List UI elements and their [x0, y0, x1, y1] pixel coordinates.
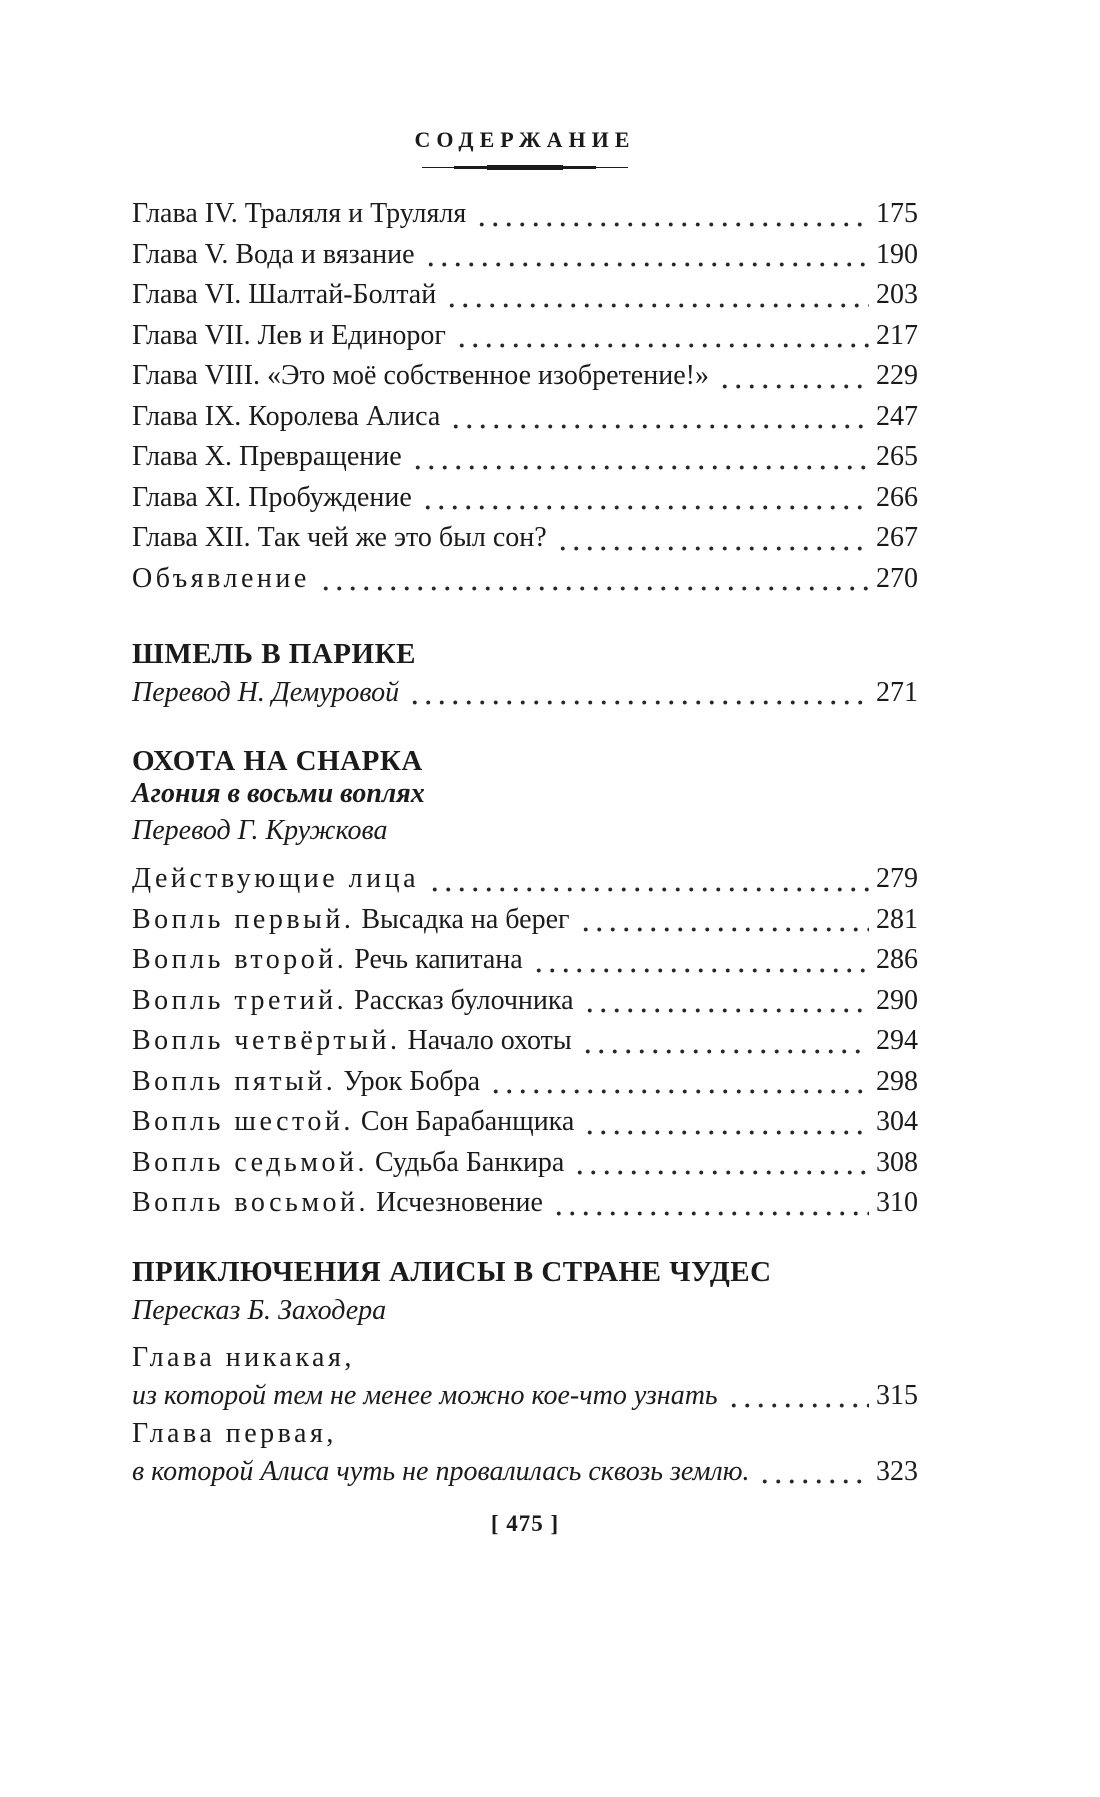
toc-entry-label: Глава X. Превращение — [132, 441, 402, 472]
dot-leader — [583, 1102, 869, 1143]
toc-entry — [132, 316, 918, 357]
toc-section-looking-glass — [132, 194, 918, 599]
dot-leader — [428, 859, 869, 900]
toc-entry — [132, 981, 918, 1022]
page-number: 315 — [876, 1379, 918, 1411]
dot-leader — [552, 1183, 869, 1224]
page-number: 323 — [876, 1455, 918, 1487]
page-number: 229 — [876, 360, 918, 391]
page-number: 310 — [876, 1187, 918, 1218]
dot-leader — [319, 559, 869, 600]
toc-entry-label: Глава VII. Лев и Единорог — [132, 319, 446, 351]
toc-entry — [132, 1453, 918, 1491]
toc-entry-label-rest: Судьба Банкира — [367, 1146, 565, 1178]
dot-leader — [532, 940, 869, 981]
dot-leader — [424, 235, 869, 276]
toc-entry-label: Вопль шестой. — [132, 1106, 354, 1137]
toc-entry — [132, 275, 918, 316]
book-contents-page — [0, 128, 1100, 1537]
toc-entry-label: Вопль восьмой. — [132, 1187, 370, 1218]
translator-byline: Перевод Г. Кружкова — [132, 815, 388, 846]
toc-entry — [132, 673, 918, 713]
page-number: 270 — [876, 562, 918, 594]
dot-leader — [583, 981, 869, 1022]
toc-entry-label-rest: Сон Барабанщика — [353, 1106, 575, 1137]
dot-leader — [445, 275, 869, 316]
ornament-divider — [132, 164, 918, 171]
toc-entry-label: Вопль второй. — [132, 944, 348, 975]
page-number: 247 — [876, 400, 918, 432]
toc-entry — [132, 356, 918, 397]
toc-entry — [132, 859, 918, 900]
toc-entry — [132, 559, 918, 600]
page-number: 203 — [876, 279, 918, 310]
toc-entry — [132, 940, 918, 981]
toc-entry-label: Глава IV. Траляля и Труляля — [132, 198, 467, 229]
toc-entry-label-rest: Урок Бобра — [336, 1065, 481, 1097]
page-title: СОДЕРЖАНИЕ — [414, 127, 636, 152]
toc-entry — [132, 478, 918, 519]
toc-entry-label: Глава V. Вода и вязание — [132, 238, 415, 270]
toc-entry-label-rest: Начало охоты — [400, 1025, 572, 1056]
toc-section-snark — [132, 859, 918, 1224]
toc-entry-line1: Глава первая, — [132, 1417, 337, 1449]
translator-byline: Перевод Н. Демуровой — [132, 677, 400, 708]
toc-entry-label: Глава XI. Пробуждение — [132, 481, 412, 513]
toc-entry-label: Вопль седьмой. — [132, 1146, 368, 1178]
section-title-wonderland: ПРИКЛЮЧЕНИЯ АЛИСЫ В СТРАНЕ ЧУДЕС — [132, 1255, 772, 1288]
toc-entry — [132, 900, 918, 941]
toc-entry — [132, 397, 918, 438]
page-number: 308 — [876, 1146, 918, 1178]
toc-entry-label: Вопль первый. — [132, 903, 355, 935]
toc-entry-label: Вопль пятый. — [132, 1065, 337, 1097]
toc-entry-label: Глава VI. Шалтай-Болтай — [132, 279, 437, 310]
dot-leader — [718, 356, 869, 397]
page-number: 294 — [876, 1025, 918, 1056]
toc-entry-label-rest: Исчезновение — [369, 1187, 543, 1218]
page-number: 304 — [876, 1106, 918, 1137]
dot-leader — [579, 900, 869, 941]
section-subtitle: Агония в восьми воплях — [132, 778, 425, 809]
page-number: 267 — [876, 522, 918, 553]
page-number: 190 — [876, 238, 918, 270]
toc-entry — [132, 1183, 918, 1224]
dot-leader — [489, 1062, 869, 1103]
toc-entry-label: Глава VIII. «Это моё собственное изобретение!» — [132, 360, 709, 391]
toc-entry-line2: в которой Алиса чуть не провалилась сквозь землю. — [132, 1455, 750, 1487]
page-number: 217 — [876, 319, 918, 351]
page-number: 290 — [876, 984, 918, 1016]
toc-entry — [132, 1143, 918, 1184]
dot-leader — [449, 397, 869, 438]
dot-leader — [475, 194, 869, 235]
toc-entry — [132, 194, 918, 235]
dot-leader — [411, 437, 869, 478]
toc-entry-label-rest: Рассказ булочника — [347, 984, 574, 1016]
dot-leader — [581, 1021, 869, 1062]
dot-leader — [408, 673, 869, 713]
page-number: 265 — [876, 441, 918, 472]
toc-entry — [132, 437, 918, 478]
divider-thick-bar — [487, 165, 563, 170]
dot-leader — [573, 1143, 869, 1184]
page-number: 298 — [876, 1065, 918, 1097]
toc-entry-line2: из которой тем не менее можно кое-что узнать — [132, 1379, 718, 1411]
folio-page-number: [ 475 ] — [490, 1510, 560, 1536]
toc-entry-label: Глава IX. Королева Алиса — [132, 400, 441, 432]
section-title-bumblebee: ШМЕЛЬ В ПАРИКЕ — [132, 638, 416, 670]
page-number: 286 — [876, 944, 918, 975]
toc-entry-line1: Глава никакая, — [132, 1341, 355, 1373]
toc-entry — [132, 518, 918, 559]
dot-leader — [727, 1377, 869, 1415]
toc-entry — [132, 1062, 918, 1103]
dot-leader — [455, 316, 869, 357]
page-number: 279 — [876, 863, 918, 894]
toc-entry-label: Вопль четвёртый. — [132, 1025, 401, 1056]
toc-entry — [132, 1377, 918, 1415]
page-number: 281 — [876, 903, 918, 935]
toc-entry-label-rest: Речь капитана — [347, 944, 523, 975]
toc-entry-label: Вопль третий. — [132, 984, 348, 1016]
page-number: 271 — [876, 677, 918, 708]
translator-byline: Пересказ Б. Заходера — [132, 1294, 387, 1326]
toc-entry-label: Глава XII. Так чей же это был сон? — [132, 522, 547, 553]
toc-entry — [132, 235, 918, 276]
page-number: 266 — [876, 481, 918, 513]
toc-entry — [132, 1102, 918, 1143]
section-title-snark: ОХОТА НА СНАРКА — [132, 745, 423, 777]
dot-leader — [556, 518, 869, 559]
toc-entry-label: Объявление — [132, 562, 310, 594]
toc-section-wonderland — [132, 1339, 918, 1491]
toc-entry-label: Действующие лица — [132, 863, 420, 894]
dot-leader — [421, 478, 869, 519]
toc-entry-label-rest: Высадка на берег — [354, 903, 570, 935]
dot-leader — [758, 1453, 869, 1491]
page-number: 175 — [876, 198, 918, 229]
toc-entry — [132, 1021, 918, 1062]
